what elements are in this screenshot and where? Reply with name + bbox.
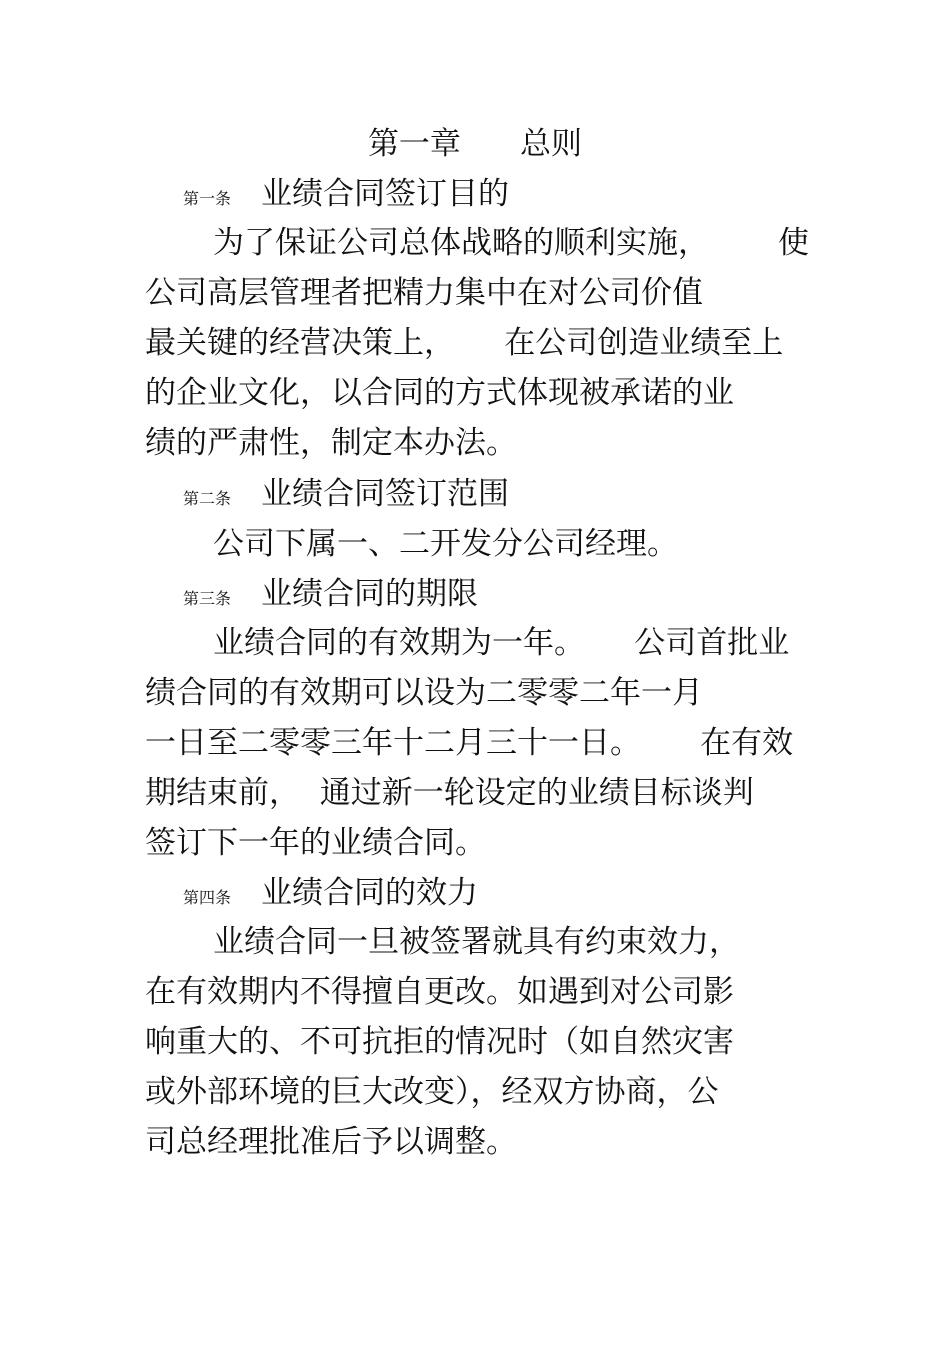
article-4-line: 业绩合同一旦被签署就具有约束效力，	[213, 924, 740, 960]
article-4-line: 或外部环境的巨大改变），经双方协商，公	[145, 1074, 719, 1110]
article-1-line: 最关键的经营决策上， 在公司创造业绩至上	[145, 325, 784, 361]
article-4-heading	[183, 869, 478, 917]
article-3-line: 签订下一年的业绩合同。	[145, 825, 486, 861]
article-1-number: 第一条	[183, 189, 232, 208]
article-3-number: 第三条	[183, 589, 232, 608]
article-4-line: 响重大的、不可抗拒的情况时（如自然灾害	[145, 1024, 734, 1060]
article-4-number: 第四条	[183, 888, 232, 907]
article-3-heading	[183, 570, 478, 618]
article-3-line: 业绩合同的有效期为一年。 公司首批业	[213, 625, 790, 661]
article-3-line: 绩合同的有效期可以设为二零零二年一月	[145, 675, 703, 711]
article-4-line: 司总经理批准后予以调整。	[145, 1124, 517, 1160]
article-3-title: 业绩合同的期限	[261, 576, 478, 612]
article-1-heading	[183, 170, 509, 218]
article-4-body	[145, 917, 825, 1167]
article-1-line: 公司高层管理者把精力集中在对公司价值	[145, 275, 703, 311]
article-2-number: 第二条	[183, 489, 232, 508]
article-2-body	[145, 519, 825, 569]
article-1-body	[145, 218, 825, 468]
article-4-title: 业绩合同的效力	[261, 875, 478, 911]
article-1-line: 的企业文化，以合同的方式体现被承诺的业	[145, 375, 734, 411]
article-1-line: 为了保证公司总体战略的顺利实施， 使	[213, 225, 809, 261]
article-4-line: 在有效期内不得擅自更改。如遇到对公司影	[145, 974, 734, 1010]
article-2-title: 业绩合同签订范围	[261, 476, 509, 512]
article-3-body	[145, 618, 825, 868]
article-1-title: 业绩合同签订目的	[261, 176, 509, 212]
article-1-line: 绩的严肃性，制定本办法。	[145, 425, 517, 461]
article-2-heading	[183, 470, 509, 518]
article-2-line: 公司下属一、二开发分公司经理。	[213, 526, 678, 562]
article-3-line: 期结束前， 通过新一轮设定的业绩目标谈判	[145, 775, 754, 811]
chapter-title: 第一章 总则	[367, 126, 583, 162]
article-3-line: 一日至二零零三年十二月三十一日。 在有效	[145, 725, 794, 761]
